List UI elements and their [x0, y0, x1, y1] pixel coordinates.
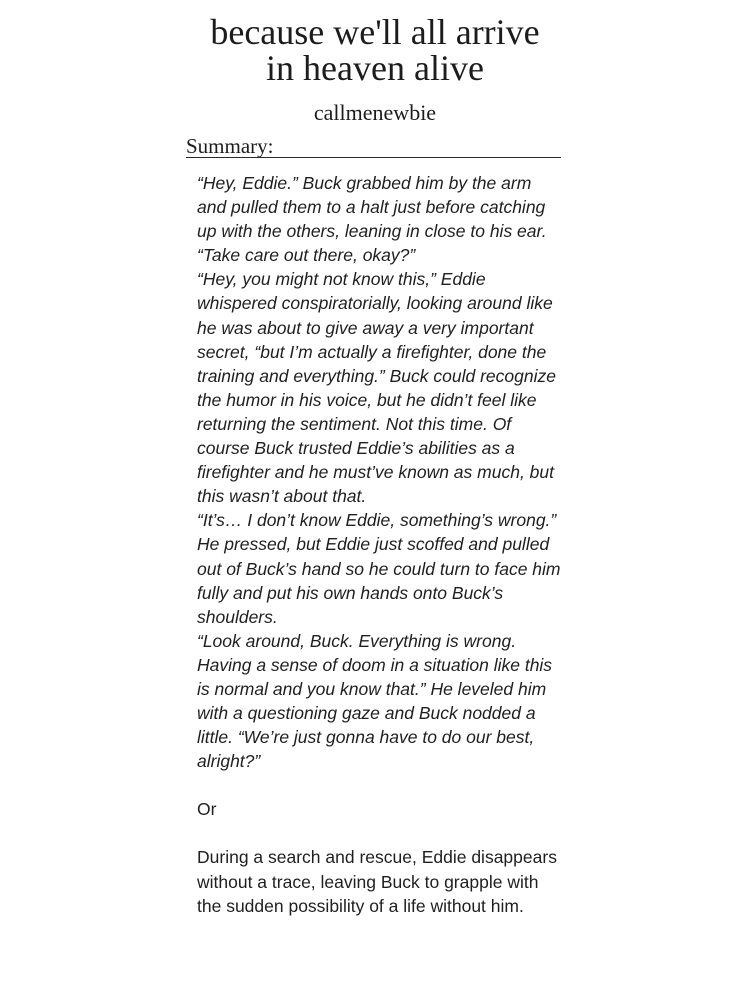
summary-paragraph: “It’s… I don’t know Eddie, something’s wrong.” He pressed, but Eddie just scoffed and pulled out of Buck’s hand so he could turn to face him fully and put his own hands onto Buck’s shoulders.: [197, 510, 561, 627]
summary-paragraph: “Look around, Buck. Everything is wrong. Having a sense of doom in a situation like this is normal and you know that.” He leveled him with a questioning gaze and Buck nodded a little. “We’re just gonna have to do our best, alright?”: [197, 630, 553, 772]
summary-body: [197, 171, 565, 918]
summary-paragraph: During a search and rescue, Eddie disappears without a trace, leaving Buck to grapple with the sudden possibility of a life without him.: [197, 847, 557, 916]
summary-separator-text: Or: [197, 799, 217, 820]
work-title: [0, 14, 750, 86]
work-title-line-2: in heaven alive: [266, 48, 484, 88]
author-name[interactable]: callmenewbie: [313, 100, 437, 125]
summary-paragraph: “Hey, Eddie.” Buck grabbed him by the arm and pulled them to a halt just before catching up with the others, leaning in close to his ear. “Take care out there, okay?”: [197, 173, 547, 266]
summary-paragraph: “Hey, you might not know this,” Eddie whispered conspiratorially, looking around like he was about to give away a very important secret, “but I’m actually a firefighter, done the training and everything.” Buck could recognize the humor in his voice, but he didn’t feel like returning the sentiment. Not this time. Of course Buck trusted Eddie’s abilities as a firefighter and he must’ve known as much, but this wasn’t about that.: [197, 269, 556, 507]
work-title-line-1: because we'll all arrive: [210, 12, 540, 52]
summary-heading: Summary:: [186, 135, 561, 158]
